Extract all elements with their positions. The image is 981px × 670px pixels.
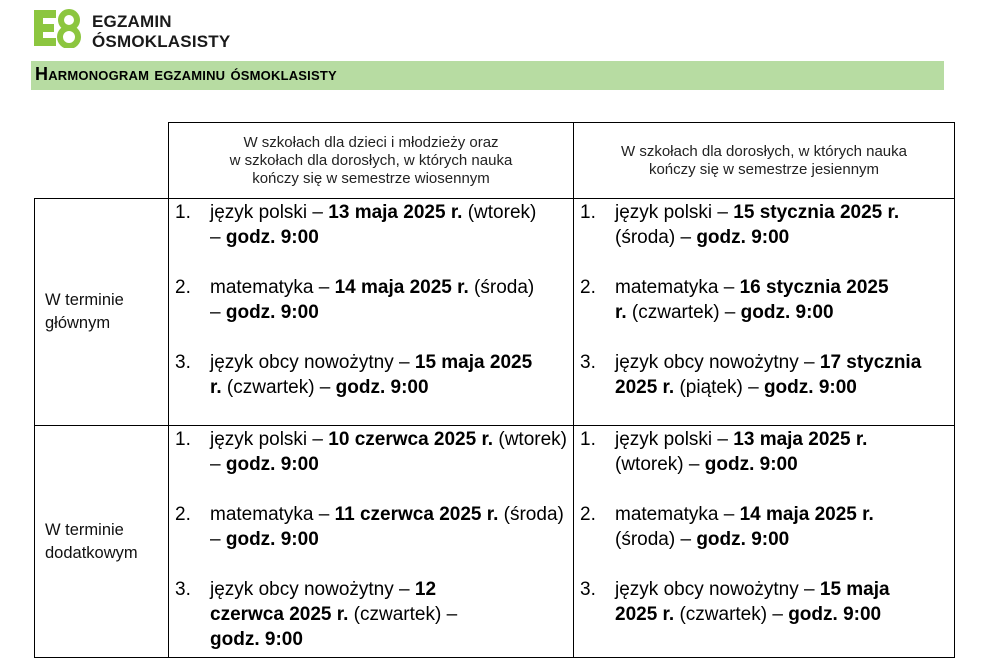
exam-date: 14 maja 2025 r. bbox=[739, 504, 874, 525]
list-item bbox=[574, 577, 954, 627]
row-label-line-2: dodatkowym bbox=[45, 543, 138, 562]
exam-time: godz. 9:00 bbox=[788, 604, 882, 625]
row-label-line-1: W terminie bbox=[45, 291, 124, 309]
exam-subject: język obcy nowożytny – bbox=[210, 579, 415, 600]
cell-additional-autumn bbox=[574, 426, 955, 658]
column-header-autumn-line-2: kończy się w semestrze jesiennym bbox=[648, 160, 880, 178]
item-number: 1. bbox=[175, 429, 191, 450]
exam-day: (środa) – bbox=[615, 227, 697, 248]
exam-date: 10 czerwca 2025 r. bbox=[328, 429, 494, 450]
item-number: 1. bbox=[175, 202, 191, 223]
exam-time: godz. 9:00 bbox=[696, 227, 790, 248]
exam-date: 13 maja 2025 r. bbox=[328, 202, 463, 223]
exam-time: godz. 9:00 bbox=[225, 529, 319, 550]
exam-day: (czwartek) – bbox=[221, 377, 336, 398]
list-item bbox=[169, 577, 573, 652]
item-number: 3. bbox=[580, 352, 596, 373]
list-item bbox=[169, 502, 573, 552]
row-additional-term bbox=[35, 426, 955, 658]
logo-line-2: ÓSMOKLASISTY bbox=[92, 32, 231, 51]
exam-day: (wtorek) – bbox=[210, 429, 567, 475]
header-row bbox=[35, 123, 955, 199]
row-label-additional-term bbox=[35, 426, 169, 658]
exam-time: godz. 9:00 bbox=[225, 227, 319, 248]
item-number: 1. bbox=[580, 429, 596, 450]
row-main-term bbox=[35, 199, 955, 426]
list-item bbox=[169, 275, 573, 325]
exam-date: 12 czerwca 2025 r. bbox=[210, 579, 437, 625]
column-header-spring bbox=[169, 123, 574, 199]
logo-text bbox=[92, 12, 292, 52]
list-item bbox=[574, 275, 954, 325]
logo-line-1: EGZAMIN bbox=[92, 12, 172, 31]
exam-time: godz. 9:00 bbox=[740, 302, 834, 323]
exam-date: 17 stycznia 2025 r. bbox=[615, 352, 922, 398]
exam-time: godz. 9:00 bbox=[704, 454, 798, 475]
item-number: 2. bbox=[175, 277, 191, 298]
exam-subject: język obcy nowożytny – bbox=[615, 579, 820, 600]
column-header-spring-line-3: kończy się w semestrze wiosennym bbox=[252, 169, 490, 187]
corner-cell bbox=[35, 123, 169, 199]
exam-subject: język polski – bbox=[210, 429, 329, 450]
exam-day: (piątek) – bbox=[674, 377, 764, 398]
exam-date: 11 czerwca 2025 r. bbox=[334, 504, 499, 525]
exam-subject: język obcy nowożytny – bbox=[615, 352, 820, 373]
cell-main-autumn bbox=[574, 199, 955, 426]
list-item bbox=[574, 200, 954, 250]
title-bar bbox=[31, 61, 944, 90]
column-header-spring-line-1: W szkołach dla dzieci i młodzieży oraz bbox=[243, 133, 499, 151]
item-number: 3. bbox=[175, 579, 191, 600]
exam-time: godz. 9:00 bbox=[225, 454, 319, 475]
item-number: 3. bbox=[175, 352, 191, 373]
list-item bbox=[574, 427, 954, 477]
list-item bbox=[169, 200, 573, 250]
exam-day: (wtorek) – bbox=[210, 202, 537, 248]
e8-logo-icon bbox=[34, 8, 88, 48]
list-item bbox=[169, 427, 573, 477]
exam-date: 14 maja 2025 r. bbox=[334, 277, 469, 298]
row-label-main-term bbox=[35, 199, 169, 426]
exam-day: (wtorek) – bbox=[615, 454, 705, 475]
item-number: 2. bbox=[580, 277, 596, 298]
exam-day: (czwartek) – bbox=[348, 604, 458, 625]
cell-additional-spring bbox=[169, 426, 574, 658]
list-item bbox=[169, 350, 573, 400]
exam-time: godz. 9:00 bbox=[763, 377, 857, 398]
exam-time: godz. 9:00 bbox=[210, 629, 303, 650]
column-header-spring-line-2: w szkołach dla dorosłych, w których nauka bbox=[229, 151, 513, 169]
exam-subject: matematyka – bbox=[615, 504, 740, 525]
exam-day: (środa) – bbox=[210, 277, 535, 323]
page-title: Harmonogram egzaminu ósmoklasisty bbox=[35, 64, 337, 84]
schedule-table bbox=[34, 122, 955, 658]
exam-date: 15 maja 2025 r. bbox=[615, 579, 890, 625]
exam-date: 15 maja 2025 r. bbox=[210, 352, 533, 398]
exam-subject: matematyka – bbox=[210, 277, 335, 298]
row-label-line-1: W terminie bbox=[45, 520, 124, 539]
cell-main-spring bbox=[169, 199, 574, 426]
item-number: 2. bbox=[580, 504, 596, 525]
exam-subject: język obcy nowożytny – bbox=[210, 352, 415, 373]
exam-day: (czwartek) – bbox=[626, 302, 741, 323]
item-number: 1. bbox=[580, 202, 596, 223]
exam-day: (środa) – bbox=[210, 504, 564, 550]
exam-day: (czwartek) – bbox=[674, 604, 789, 625]
list-item bbox=[574, 502, 954, 552]
column-header-autumn-line-1: W szkołach dla dorosłych, w których nauka bbox=[621, 142, 907, 160]
item-number: 3. bbox=[580, 579, 596, 600]
exam-date: 16 stycznia 2025 r. bbox=[615, 277, 889, 323]
list-item bbox=[574, 350, 954, 400]
exam-subject: język polski – bbox=[615, 429, 734, 450]
exam-subject: matematyka – bbox=[210, 504, 335, 525]
row-label-line-2: głównym bbox=[45, 314, 111, 332]
exam-time: godz. 9:00 bbox=[335, 377, 429, 398]
exam-subject: matematyka – bbox=[615, 277, 740, 298]
exam-time: godz. 9:00 bbox=[696, 529, 790, 550]
column-header-autumn bbox=[574, 123, 955, 199]
exam-subject: język polski – bbox=[210, 202, 329, 223]
exam-date: 13 maja 2025 r. bbox=[733, 429, 868, 450]
item-number: 2. bbox=[175, 504, 191, 525]
exam-time: godz. 9:00 bbox=[225, 302, 319, 323]
exam-subject: język polski – bbox=[615, 202, 734, 223]
exam-day: (środa) – bbox=[615, 529, 697, 550]
exam-date: 15 stycznia 2025 r. bbox=[733, 202, 900, 223]
